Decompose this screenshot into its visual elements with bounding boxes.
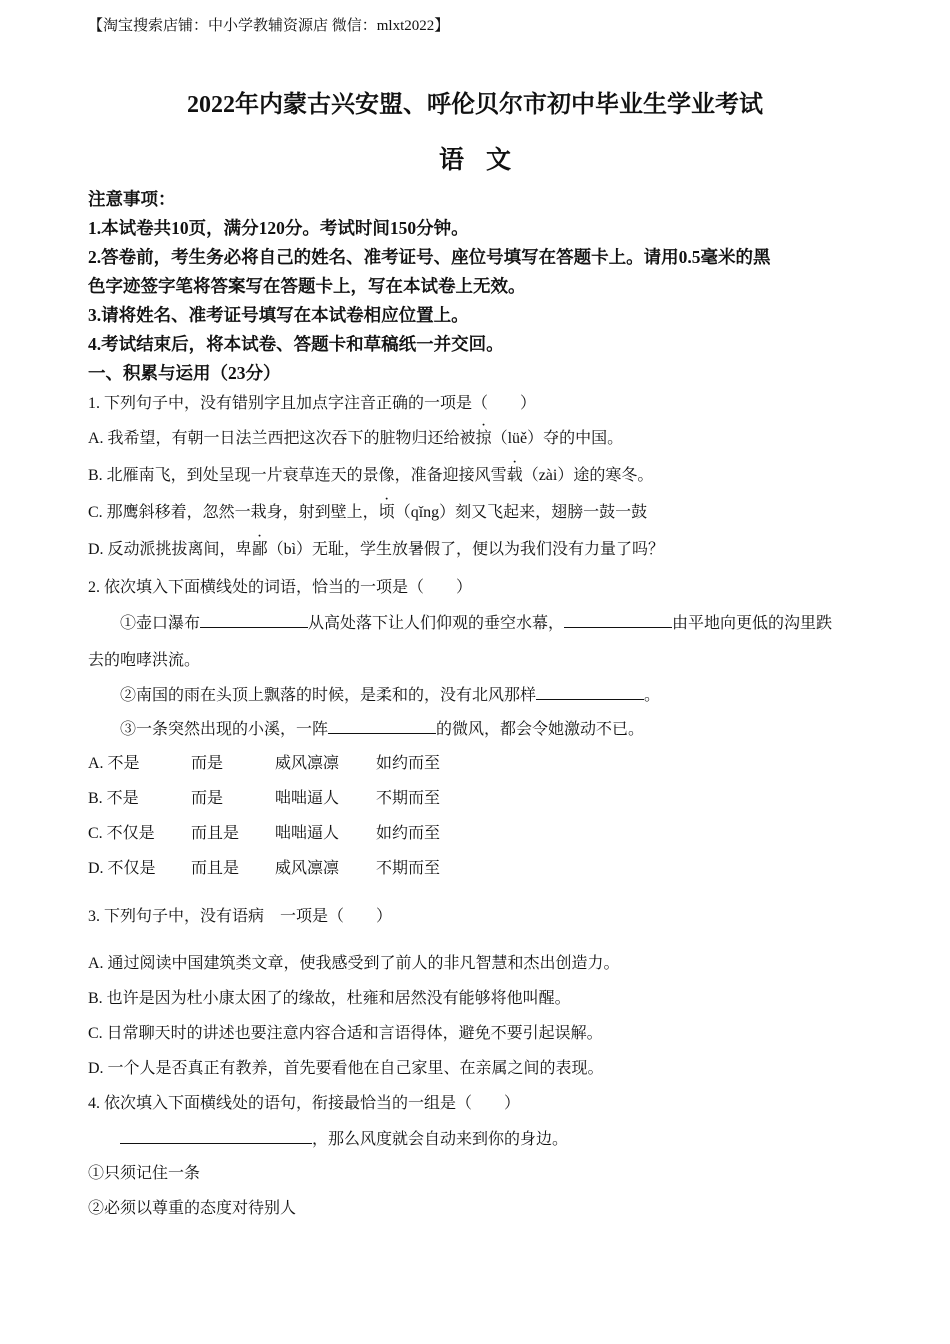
q3-option-c: C. 日常聊天时的讲述也要注意内容合适和言语得体，避免不要引起误解。 xyxy=(88,1025,603,1042)
exam-title: 2022年内蒙古兴安盟、呼伦贝尔市初中毕业生学业考试 xyxy=(187,92,763,118)
q4-item-2: ②必须以尊重的态度对待别人 xyxy=(88,1200,297,1217)
q1-option-b xyxy=(88,462,653,485)
notice-item-4: 4.考试结束后，将本试卷、答题卡和草稿纸一并交回。 xyxy=(88,334,504,354)
q2-s2-part-a: ②南国的雨在头顶上飘落的时候，是柔和的，没有北风那样 xyxy=(120,685,537,704)
q4-sentence-tail: ，那么风度就会自动来到你的身边。 xyxy=(312,1129,569,1148)
q3-option-b: B. 也许是因为杜小康太困了的缘故，杜雍和居然没有能够将他叫醒。 xyxy=(88,990,571,1007)
q2-option-b xyxy=(88,785,440,808)
q2-c-word-3: 咄咄逼人 xyxy=(275,825,340,842)
q1-option-a xyxy=(88,425,623,448)
q2-s1-blank-2 xyxy=(564,613,672,628)
q1-d-text: D. 反动派挑拔离间，卑 xyxy=(88,541,252,558)
q1-b-text: B. 北雁南飞，到处呈现一片衰草连天的景像，准备迎接风雪 xyxy=(88,467,507,484)
notice-item-2-cont: 色字迹签字笔将答案写在答题卡上，写在本试卷上无效。 xyxy=(88,276,526,296)
q2-a-word-3: 威风凛凛 xyxy=(275,755,340,772)
section-heading: 一、积累与运用（23分） xyxy=(88,363,281,383)
q4-stem: 4. 依次填入下面横线处的语句，衔接最恰当的一组是（ ） xyxy=(88,1095,521,1112)
q2-a-word-2: 而是 xyxy=(191,755,224,772)
q2-d-word-1: D. 不仅是 xyxy=(88,860,156,877)
header-note: 【淘宝搜索店铺：中小学教辅资源店 微信：mlxt2022】 xyxy=(88,18,450,34)
q3-stem: 3. 下列句子中，没有语病 一项是（ ） xyxy=(88,908,393,925)
q2-b-word-4: 不期而至 xyxy=(376,790,441,807)
q2-d-word-3: 威风凛凛 xyxy=(275,860,340,877)
q3-option-a: A. 通过阅读中国建筑类文章，使我感受到了前人的非凡智慧和杰出创造力。 xyxy=(88,955,620,972)
notice-item-1: 1.本试卷共10页，满分120分。考试时间150分钟。 xyxy=(88,218,469,238)
q1-b-dotted-char: 载 xyxy=(506,467,523,484)
notice-item-3: 3.请将姓名、准考证号填写在本试卷相应位置上。 xyxy=(88,305,469,325)
q2-c-word-2: 而且是 xyxy=(191,825,240,842)
q2-d-word-2: 而且是 xyxy=(191,860,240,877)
q2-stem: 2. 依次填入下面横线处的词语，恰当的一项是（ ） xyxy=(88,579,473,596)
q2-a-word-4: 如约而至 xyxy=(376,755,441,772)
q1-b-text-tail: （zài）途的寒冬。 xyxy=(522,467,654,484)
q1-a-text-tail: （lüě）夺的中国。 xyxy=(491,430,624,447)
q2-s3-blank xyxy=(328,719,436,734)
q2-option-d xyxy=(88,855,440,878)
q2-c-word-4: 如约而至 xyxy=(376,825,441,842)
q3-option-d: D. 一个人是否真正有教养，首先要看他在自己家里、在亲属之间的表现。 xyxy=(88,1060,604,1077)
q1-a-text: A. 我希望，有朝一日法兰西把这次吞下的脏物归还给被 xyxy=(88,430,476,447)
q2-s1-part-b: 从高处落下让人们仰观的垂空水幕， xyxy=(308,613,565,632)
q1-c-text: C. 那鹰斜移着，忽然一栽身，射到壁上， xyxy=(88,504,379,521)
q1-option-d xyxy=(88,536,664,559)
q2-b-word-3: 咄咄逼人 xyxy=(275,790,340,807)
q2-a-word-1: A. 不是 xyxy=(88,755,140,772)
q2-s2-blank xyxy=(536,685,644,700)
q1-option-c xyxy=(88,499,647,522)
q2-b-word-1: B. 不是 xyxy=(88,790,139,807)
q2-sentence-2 xyxy=(120,682,660,705)
q2-sentence-3 xyxy=(120,716,644,739)
q1-stem: 1. 下列句子中，没有错别字且加点字注音正确的一项是（ ） xyxy=(88,395,537,412)
q1-a-dotted-char: 掠 xyxy=(475,430,492,447)
q2-c-word-1: C. 不仅是 xyxy=(88,825,155,842)
q2-sentence-1 xyxy=(120,610,832,633)
q2-option-c xyxy=(88,820,440,843)
q4-blank xyxy=(120,1129,312,1144)
q4-sentence xyxy=(120,1126,568,1149)
q1-d-text-tail: （bì）无耻，学生放暑假了，便以为我们没有力量了吗？ xyxy=(267,541,665,558)
q2-s3-part-b: 的微风，都会令她激动不已。 xyxy=(436,719,645,738)
notice-heading: 注意事项： xyxy=(88,189,176,209)
q4-item-1: ①只须记住一条 xyxy=(88,1165,201,1182)
q2-s2-part-b: 。 xyxy=(644,685,661,704)
q2-option-a xyxy=(88,750,440,773)
q2-s1-blank-1 xyxy=(200,613,308,628)
q2-b-word-2: 而是 xyxy=(191,790,224,807)
q2-d-word-4: 不期而至 xyxy=(376,860,441,877)
q2-s3-part-a: ③一条突然出现的小溪，一阵 xyxy=(120,719,329,738)
notice-item-2: 2.答卷前，考生务必将自己的姓名、准考证号、座位号填写在答题卡上。请用0.5毫米的黑 xyxy=(88,247,771,267)
q2-s1-part-c: 由平地向更低的沟里跌 xyxy=(672,613,833,632)
q1-c-dotted-char: 顷 xyxy=(378,504,395,521)
q2-sentence-1-cont: 去的咆哮洪流。 xyxy=(88,650,201,669)
q1-c-text-tail: （qǐng）刻又飞起来，翅膀一鼓一鼓 xyxy=(394,504,648,521)
q2-s1-part-a: ①壶口瀑布 xyxy=(120,613,201,632)
q1-d-dotted-char: 鄙 xyxy=(251,541,268,558)
subject-title: 语文 xyxy=(438,147,533,174)
